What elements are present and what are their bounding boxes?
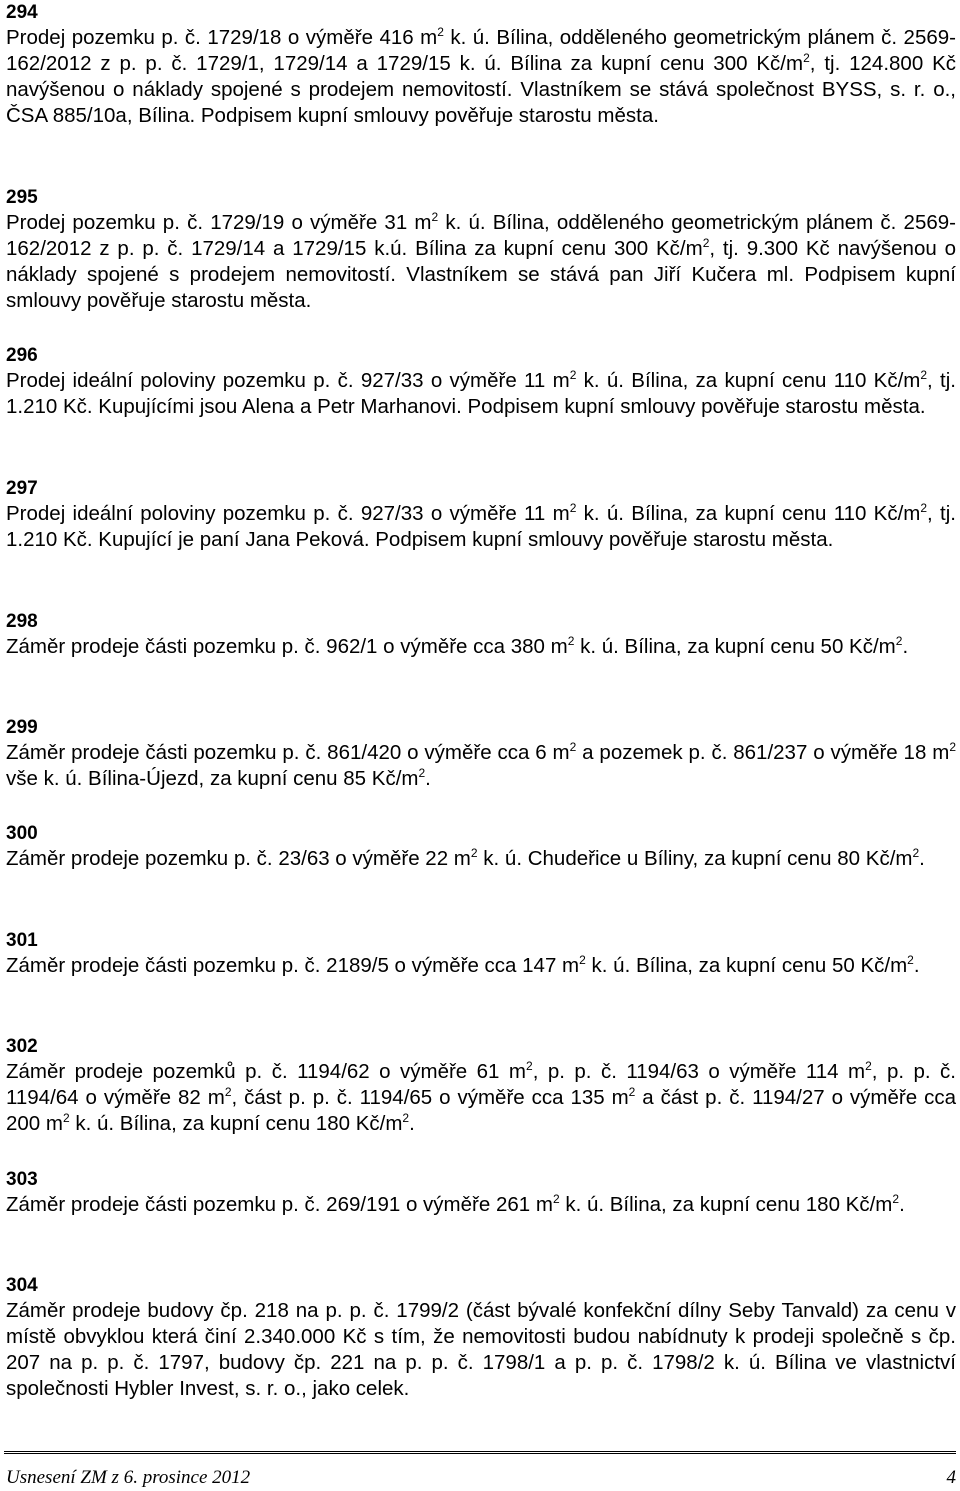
resolution-text: Záměr prodeje části pozemku p. č. 962/1 o výměře cca 380 $m^2$ k. ú. Bílina, za kupní cenu 50 $Kč/m^2$.: [6, 634, 909, 658]
resolution-text: Prodej pozemku p. č. 1729/19 o výměře 31 $m^2$ k. ú. Bílina, odděleného geometrickým plánem č. 2569-162/2012 z p. p. č. 1729/14 a 1729/15 k.ú. Bílina za kupní cenu 300 $Kč/m^2$, tj. 9.300 Kč navýšenou o náklady spojené s prodejem nemovitostí. Vlastníkem se stává pan Jiří Kučera ml. Podpisem kupní smlouvy pověřuje starostu města.: [6, 210, 956, 312]
resolution-295: [6, 186, 956, 314]
resolution-number: 299: [6, 717, 38, 738]
resolution-304: [6, 1274, 956, 1402]
resolution-301: [6, 929, 956, 979]
resolution-number: 302: [6, 1036, 38, 1057]
resolution-299: [6, 716, 956, 792]
resolution-296: [6, 344, 956, 420]
resolution-text: Prodej pozemku p. č. 1729/18 o výměře 416 $m^2$ k. ú. Bílina, odděleného geometrickým plánem č. 2569-162/2012 z p. p. č. 1729/1, 1729/14 a 1729/15 k. ú. Bílina za kupní cenu 300 $Kč/m^2$, tj. 124.800 Kč navýšenou o náklady spojené s prodejem nemovitostí. Vlastníkem se stává společnost BYSS, s. r. o., ČSA 885/10a, Bílina. Podpisem kupní smlouvy pověřuje starostu města.: [6, 25, 957, 127]
resolution-text: Prodej ideální poloviny pozemku p. č. 927/33 o výměře 11 $m^2$ k. ú. Bílina, za kupní cenu 110 $Kč/m^2$, tj. 1.210 Kč. Kupujícími jsou Alena a Petr Marhanovi. Podpisem kupní smlouvy pověřuje starostu města.: [6, 368, 956, 418]
resolution-text: Záměr prodeje části pozemku p. č. 861/420 o výměře cca 6 $m^2$ a pozemek p. č. 861/237 o výměře 18 $m^2$ vše k. ú. Bílina-Újezd, za kupní cenu 85 $Kč/m^2$.: [6, 740, 956, 790]
resolution-text: Záměr prodeje části pozemku p. č. 269/191 o výměře 261 $m^2$ k. ú. Bílina, za kupní cenu 180 $Kč/m^2$.: [6, 1192, 905, 1216]
resolution-300: [6, 822, 956, 872]
resolution-number: 294: [6, 2, 38, 23]
resolution-text: Záměr prodeje budovy čp. 218 na p. p. č. 1799/2 (část bývalé konfekční dílny Seby Tanvald) za cenu v místě obvyklou která činí 2.340.000 Kč s tím, že nemovitosti budou nabídnuty k prodeji společně s čp. 207 na p. p. č. 1797, budovy čp. 221 na p. p. č. 1798/1 a p. p. č. 1798/2 k. ú. Bílina ve vlastnictví společnosti Hybler Invest, s. r. o., jako celek.: [6, 1299, 956, 1400]
page-number: 4: [946, 1467, 956, 1488]
resolution-297: [6, 477, 956, 553]
resolution-text: Záměr prodeje části pozemku p. č. 2189/5 o výměře cca 147 $m^2$ k. ú. Bílina, za kupní cenu 50 $Kč/m^2$.: [6, 953, 920, 977]
resolution-text: Prodej ideální poloviny pozemku p. č. 927/33 o výměře 11 $m^2$ k. ú. Bílina, za kupní cenu 110 $Kč/m^2$, tj. 1.210 Kč. Kupující je paní Jana Peková. Podpisem kupní smlouvy pověřuje starostu města.: [6, 501, 956, 551]
resolution-number: 296: [6, 345, 38, 366]
resolution-number: 298: [6, 611, 38, 632]
resolution-number: 301: [6, 930, 38, 951]
resolution-number: 295: [6, 187, 38, 208]
footer-title: Usnesení ZM z 6. prosince 2012: [6, 1467, 251, 1488]
resolution-text: Záměr prodeje pozemku p. č. 23/63 o výměře 22 $m^2$ k. ú. Chudeřice u Bíliny, za kupní cenu 80 $Kč/m^2$.: [6, 846, 925, 870]
resolution-number: 297: [6, 478, 38, 499]
resolution-number: 303: [6, 1169, 38, 1190]
resolution-298: [6, 610, 956, 660]
resolution-number: 300: [6, 823, 38, 844]
resolution-302: [6, 1035, 956, 1137]
resolution-text: Záměr prodeje pozemků p. č. 1194/62 o výměře 61 $m^2$, p. p. č. 1194/63 o výměře 114 $m^2$, p. p. č. 1194/64 o výměře 82 $m^2$, část p. p. č. 1194/65 o výměře cca 135 $m^2$ a část p. č. 1194/27 o výměře cca 200 $m^2$ k. ú. Bílina, za kupní cenu 180 $Kč/m^2$.: [6, 1059, 956, 1135]
footer-divider: [4, 1451, 956, 1454]
resolution-number: 304: [6, 1275, 38, 1296]
resolution-294: [6, 1, 956, 129]
page-footer: [6, 1467, 956, 1489]
resolution-303: [6, 1168, 956, 1218]
